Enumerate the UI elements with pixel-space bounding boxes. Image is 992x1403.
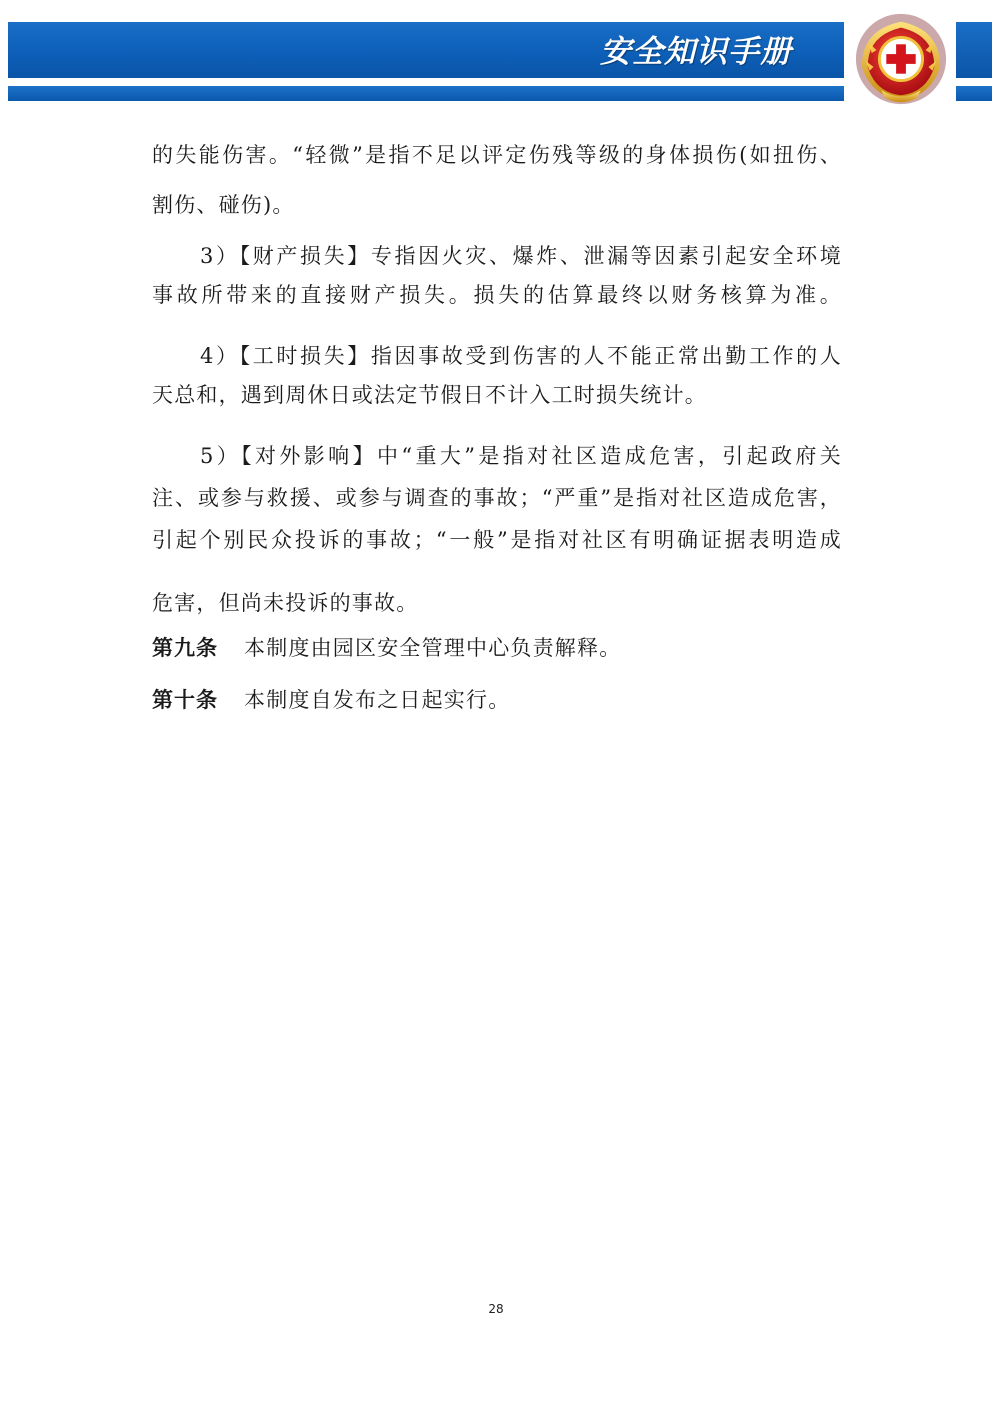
article-text: 本制度自发布之日起实行。 xyxy=(244,688,511,712)
paragraph-line: 注、或参与救援、或参与调查的事故；“严重”是指对社区造成危害， xyxy=(152,486,842,510)
paragraph-line: 危害，但尚未投诉的事故。 xyxy=(152,591,419,615)
paragraph-line: 3）【财产损失】专指因火灾、爆炸、泄漏等因素引起安全环境 xyxy=(200,244,842,268)
page-number: 28 xyxy=(488,1302,504,1316)
banner-sub-bar xyxy=(8,86,844,101)
article-label: 第九条 xyxy=(152,636,218,660)
article-text: 本制度由园区安全管理中心负责解释。 xyxy=(244,636,622,660)
paragraph-line: 引起个别民众投诉的事故；“一般”是指对社区有明确证据表明造成 xyxy=(152,528,842,552)
paragraph-line: 事故所带来的直接财产损失。损失的估算最终以财务核算为准。 xyxy=(152,283,842,307)
article-ten xyxy=(152,685,842,715)
header-banner xyxy=(0,0,992,110)
banner-right-segment xyxy=(956,22,992,78)
banner-right-sub-segment xyxy=(956,86,992,101)
article-label: 第十条 xyxy=(152,688,218,712)
paragraph-line: 的失能伤害。“轻微”是指不足以评定伤残等级的身体损伤(如扭伤、 xyxy=(152,143,842,167)
paragraph-line: 4）【工时损失】指因事故受到伤害的人不能正常出勤工作的人 xyxy=(200,344,842,368)
paragraph-line: 5）【对外影响】中“重大”是指对社区造成危害，引起政府关 xyxy=(200,444,842,468)
banner-separator xyxy=(8,78,844,86)
paragraph-line: 天总和，遇到周休日或法定节假日不计入工时损失统计。 xyxy=(152,383,707,407)
header-title: 安全知识手册 xyxy=(600,34,792,70)
paragraph-line: 割伤、碰伤)。 xyxy=(152,193,295,217)
safety-emblem-icon xyxy=(852,10,950,108)
article-nine xyxy=(152,633,842,663)
